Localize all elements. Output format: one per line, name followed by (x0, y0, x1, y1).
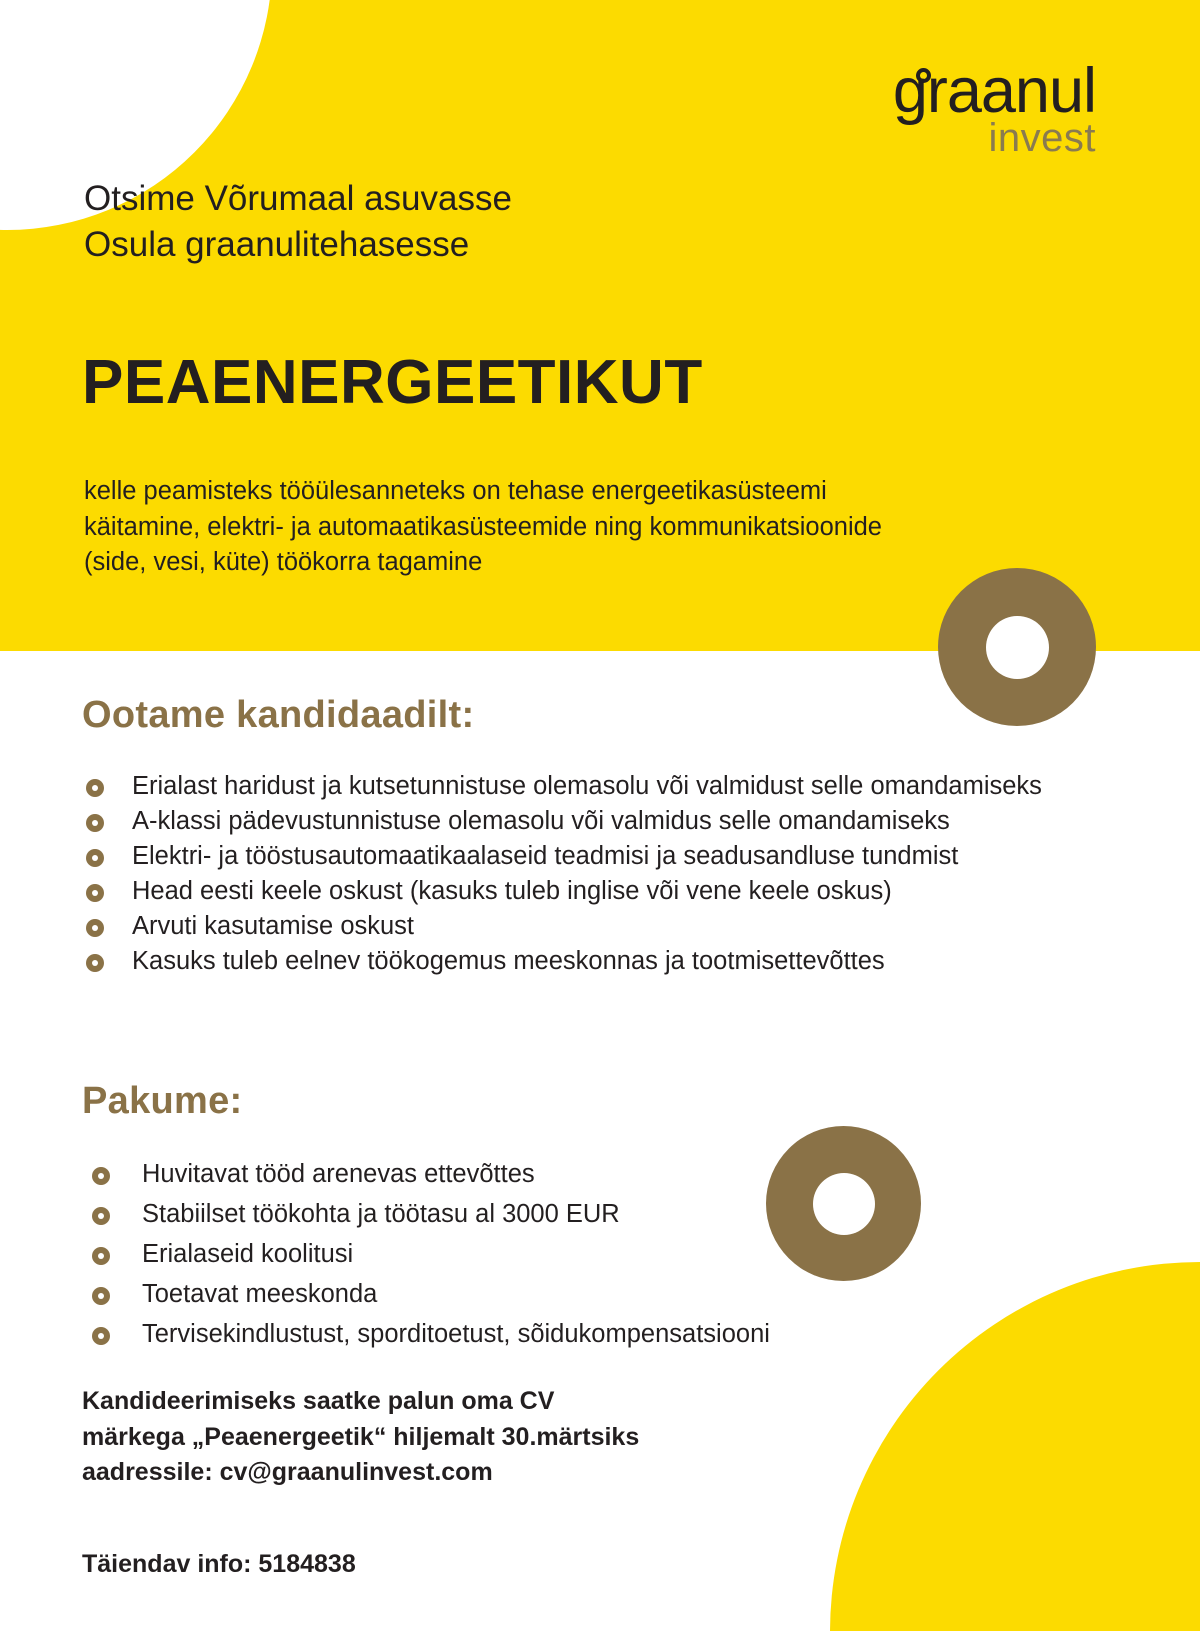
bullet-ring-icon (86, 814, 104, 832)
list-item (86, 1238, 986, 1272)
list-item (86, 840, 1116, 874)
list-item (86, 1318, 986, 1352)
list-item (86, 1278, 986, 1312)
bullet-ring-icon (92, 1287, 110, 1305)
list-item (86, 910, 1116, 944)
list-item (86, 805, 1116, 839)
bullet-ring-icon (92, 1207, 110, 1225)
intro-line-1: Otsime Võrumaal asuvasse (84, 179, 512, 218)
offer-list (86, 1158, 986, 1358)
intro-line-2: Osula graanulitehasesse (84, 225, 470, 265)
bullet-ring-icon (92, 1327, 110, 1345)
list-item-text: Arvuti kasutamise oskust (132, 911, 415, 940)
intro-text (84, 176, 784, 268)
list-item (86, 770, 1116, 804)
section-heading-offer: Pakume: (82, 1080, 243, 1122)
list-item-text: Stabiilset töökohta ja töötasu al 3000 EUR (142, 1199, 620, 1228)
expectations-list (86, 770, 1116, 979)
decorative-ring-upper (938, 568, 1096, 726)
logo-wordmark-wrap (892, 56, 1096, 126)
contact-email-line: aadressile: cv@graanulinvest.com (82, 1458, 493, 1486)
list-item-text: A-klassi pädevustunnistuse olemasolu või valmidus selle omandamiseks (132, 806, 950, 835)
job-description (84, 474, 1089, 581)
job-description-line-1: kelle peamisteks tööülesanneteks on tehase energeetikasüsteemi (84, 477, 827, 505)
bullet-ring-icon (92, 1167, 110, 1185)
job-description-line-3: (side, vesi, küte) töökorra tagamine (84, 548, 483, 577)
job-title: PEAENERGEETIKUT (82, 348, 703, 417)
list-item (86, 875, 1116, 909)
section-heading-expectations: Ootame kandidaadilt: (82, 694, 475, 736)
list-item-text: Head eesti keele oskust (kasuks tuleb inglise või vene keele oskus) (132, 876, 892, 905)
company-logo (836, 56, 1096, 172)
list-item-text: Tervisekindlustust, sporditoetust, sõidukompensatsiooni (142, 1319, 770, 1348)
contact-line-2: märkega „Peaenergeetik“ hiljemalt 30.märtsiks (82, 1422, 640, 1451)
bullet-ring-icon (92, 1247, 110, 1265)
logo-circle-dot-icon (916, 68, 931, 83)
bullet-ring-icon (86, 779, 104, 797)
bullet-ring-icon (86, 919, 104, 937)
list-item (86, 1198, 986, 1232)
list-item-text: Toetavat meeskonda (142, 1279, 378, 1308)
logo-wordmark-invest: invest (988, 115, 1096, 160)
bullet-ring-icon (86, 954, 104, 972)
contact-line-1: Kandideerimiseks saatke palun oma CV (82, 1387, 555, 1415)
list-item (86, 945, 1116, 979)
contact-instructions (82, 1384, 639, 1491)
list-item-text: Kasuks tuleb eelnev töökogemus meeskonnas ja tootmisettevõttes (132, 946, 885, 975)
list-item-text: Erialast haridust ja kutsetunnistuse olemasolu või valmidust selle omandamiseks (132, 772, 1042, 800)
list-item-text: Elektri- ja tööstusautomaatikaalaseid teadmisi ja seadusandluse tundmist (132, 841, 959, 870)
list-item (86, 1158, 986, 1192)
logo-wordmark-graanul: graanul (892, 56, 1096, 126)
list-item-text: Huvitavat tööd arenevas ettevõttes (142, 1160, 535, 1188)
job-description-line-2: käitamine, elektri- ja automaatikasüsteemide ning kommunikatsioonide (84, 512, 882, 541)
list-item-text: Erialaseid koolitusi (142, 1239, 354, 1268)
bullet-ring-icon (86, 849, 104, 867)
bullet-ring-icon (86, 884, 104, 902)
additional-info-phone: Täiendav info: 5184838 (82, 1550, 356, 1578)
